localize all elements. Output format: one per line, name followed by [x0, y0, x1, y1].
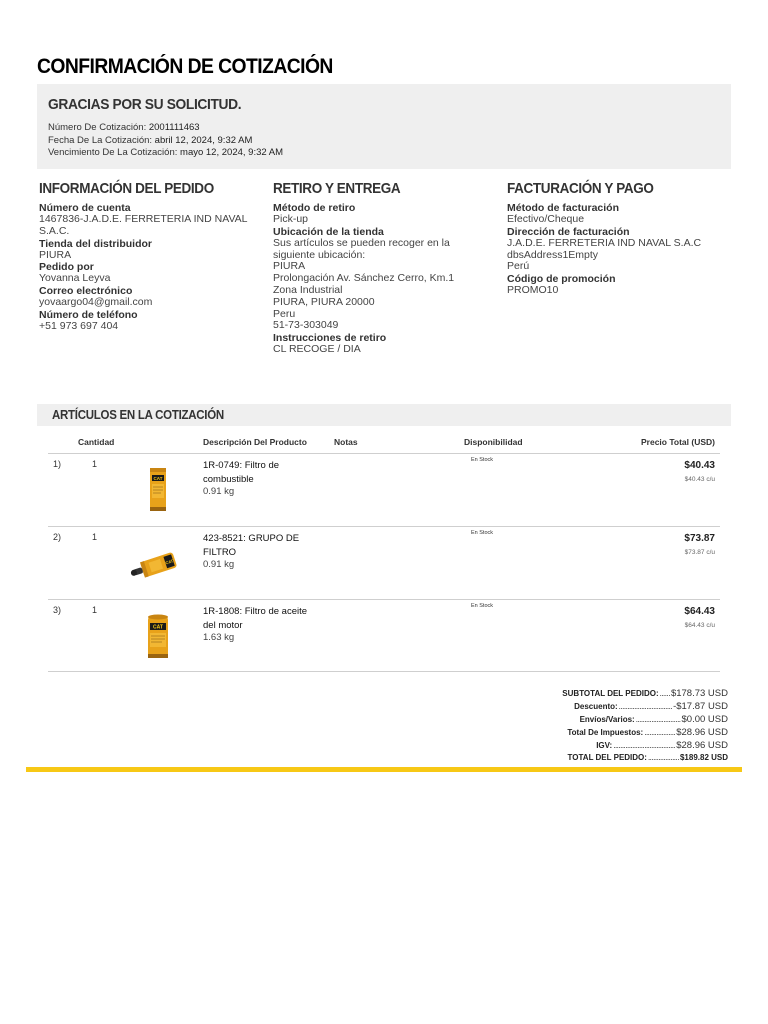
pickup-heading: RETIRO Y ENTREGA: [273, 180, 401, 197]
email-label: Correo electrónico: [39, 285, 133, 298]
availability-status: En Stock: [471, 530, 494, 536]
product-description-line2: del motor: [203, 619, 243, 631]
table-divider: [48, 599, 720, 600]
col-header-total: Precio Total (USD): [641, 437, 715, 447]
store-city: PIURA: [273, 260, 306, 273]
ordered-by-label: Pedido por: [39, 261, 94, 274]
total-value: $189.82 USD: [679, 753, 728, 762]
order-info-section: [39, 180, 269, 333]
ordered-by-value: Yovanna Leyva: [39, 272, 111, 285]
product-weight: 1.63 kg: [203, 632, 235, 643]
quote-expiry-label: Vencimiento De La Cotización:: [48, 147, 178, 158]
subtotal-line: [562, 688, 728, 699]
billing-method-value: Efectivo/Cheque: [507, 213, 585, 225]
quote-number-label: Número De Cotización:: [48, 122, 147, 133]
quote-expiry-line: [48, 147, 283, 158]
thanks-title: GRACIAS POR SU SOLICITUD.: [48, 96, 242, 113]
row-quantity: 1: [92, 459, 98, 469]
order-info-heading: INFORMACIÓN DEL PEDIDO: [39, 180, 214, 197]
row-number: 3): [53, 605, 62, 615]
account-value-line1: 1467836-J.A.D.E. FERRETERIA IND NAVAL: [39, 213, 248, 225]
billing-country: Perú: [507, 260, 530, 273]
product-description: [203, 459, 318, 486]
svg-text:CAT: CAT: [153, 476, 163, 481]
line-total: $40.43: [684, 460, 715, 471]
igv-value: $28.96 USD: [676, 740, 728, 751]
promo-code-value: PROMO10: [507, 284, 559, 297]
unit-price: $40.43 c/u: [684, 476, 715, 483]
total-leader: ..................: [647, 753, 679, 762]
pickup-section: [273, 180, 503, 356]
shipping-leader: ..........................: [635, 715, 681, 724]
discount-value: -$17.87 USD: [673, 701, 728, 712]
phone-value: +51 973 697 404: [39, 319, 119, 332]
product-description-line1: 1R-0749: Filtro de: [203, 460, 280, 471]
shipping-label: Envíos/Varios:: [579, 715, 635, 724]
svg-text:CAT: CAT: [153, 624, 163, 631]
phone-label: Número de teléfono: [39, 308, 138, 321]
discount-leader: ...............................: [618, 702, 673, 711]
quote-date-label: Fecha De La Cotización:: [48, 135, 153, 146]
store-country: Peru: [273, 307, 296, 320]
billing-heading: FACTURACIÓN Y PAGO: [507, 180, 654, 197]
quote-summary-box: [37, 84, 731, 169]
quote-expiry: mayo 12, 2024, 9:32 AM: [180, 147, 284, 158]
line-total: $73.87: [684, 533, 715, 544]
billing-address1: J.A.D.E. FERRETERIA IND NAVAL S.A.C: [507, 236, 702, 249]
store-label: Tienda del distribuidor: [39, 237, 152, 250]
subtotal-value: $178.73 USD: [670, 688, 728, 699]
row-number: 2): [53, 532, 62, 542]
billing-method-label: Método de facturación: [507, 202, 620, 214]
product-weight: 0.91 kg: [203, 486, 235, 497]
pickup-method-label: Método de retiro: [273, 202, 356, 214]
discount-label: Descuento:: [574, 702, 618, 711]
fuel-filter-icon: [128, 465, 188, 515]
col-header-notes: Notas: [334, 437, 358, 447]
store-location-note2: siguiente ubicación:: [273, 248, 366, 261]
oil-filter-icon: [128, 611, 188, 661]
tax-value: $28.96 USD: [676, 727, 728, 738]
table-row: [0, 459, 768, 531]
tax-leader: ..................: [644, 728, 676, 737]
col-header-availability: Disponibilidad: [464, 437, 523, 447]
quote-number-line: [48, 122, 200, 133]
filter-group-icon: [128, 538, 188, 588]
product-description-line1: 423-8521: GRUPO DE: [203, 533, 300, 544]
account-label: Número de cuenta: [39, 202, 131, 214]
pickup-instructions-value: CL RECOGE / DIA: [273, 343, 361, 356]
availability-status: En Stock: [471, 603, 494, 609]
subtotal-label: SUBTOTAL DEL PEDIDO:: [562, 689, 659, 698]
store-address3: PIURA, PIURA 20000: [273, 295, 375, 308]
product-description: [203, 605, 318, 632]
availability-status: En Stock: [471, 457, 494, 463]
quote-date-line: [48, 135, 252, 146]
discount-line: [574, 701, 728, 712]
store-value: PIURA: [39, 248, 72, 261]
igv-label: IGV:: [596, 741, 613, 750]
unit-price: $64.43 c/u: [684, 622, 715, 629]
quote-date: abril 12, 2024, 9:32 AM: [154, 135, 253, 146]
shipping-value: $0.00 USD: [681, 714, 728, 725]
store-address1: Prolongación Av. Sánchez Cerro, Km.1: [273, 272, 455, 285]
table-divider: [48, 671, 720, 672]
subtotal-leader: ......: [659, 689, 670, 698]
product-description-line1: 1R-1808: Filtro de aceite: [203, 606, 308, 617]
tax-line: [567, 727, 728, 738]
items-title: ARTÍCULOS EN LA COTIZACIÓN: [52, 408, 224, 422]
igv-line: [596, 740, 728, 751]
pickup-method-value: Pick-up: [273, 213, 309, 225]
page-title: CONFIRMACIÓN DE COTIZACIÓN: [37, 55, 333, 78]
svg-text:CAT: CAT: [164, 558, 174, 566]
total-label: TOTAL DEL PEDIDO:: [567, 753, 647, 762]
tax-label: Total De Impuestos:: [567, 728, 644, 737]
table-row: [0, 532, 768, 604]
shipping-line: [580, 714, 728, 725]
accent-bar: [26, 767, 742, 772]
store-address2: Zona Industrial: [273, 283, 343, 296]
product-description: [203, 532, 318, 559]
store-phone: 51-73-303049: [273, 319, 339, 332]
col-header-qty: Cantidad: [78, 437, 115, 447]
table-divider: [48, 453, 720, 454]
line-total: $64.43: [684, 606, 715, 617]
product-description-line2: FILTRO: [203, 546, 237, 558]
account-value-line2: S.A.C.: [39, 224, 70, 237]
store-location-note1: Sus artículos se pueden recoger en la: [273, 236, 450, 249]
billing-address2: dbsAddress1Empty: [507, 248, 599, 261]
store-location-label: Ubicación de la tienda: [273, 225, 384, 238]
email-value: yovaargo04@gmail.com: [39, 296, 153, 309]
quote-number: 2001111463: [148, 122, 200, 133]
table-row: [0, 605, 768, 677]
row-quantity: 1: [92, 532, 98, 542]
billing-address-label: Dirección de facturación: [507, 225, 630, 238]
pickup-instructions-label: Instrucciones de retiro: [273, 332, 387, 345]
row-number: 1): [53, 459, 62, 469]
items-section-header: [37, 404, 731, 426]
table-divider: [48, 526, 720, 527]
igv-leader: ....................................: [613, 741, 676, 750]
unit-price: $73.87 c/u: [684, 549, 715, 556]
col-header-desc: Descripción Del Producto: [203, 437, 307, 447]
product-description-line2: combustible: [203, 473, 254, 485]
total-line: [568, 753, 728, 762]
product-weight: 0.91 kg: [203, 559, 235, 570]
promo-code-label: Código de promoción: [507, 273, 616, 286]
billing-section: [507, 180, 737, 297]
row-quantity: 1: [92, 605, 98, 615]
